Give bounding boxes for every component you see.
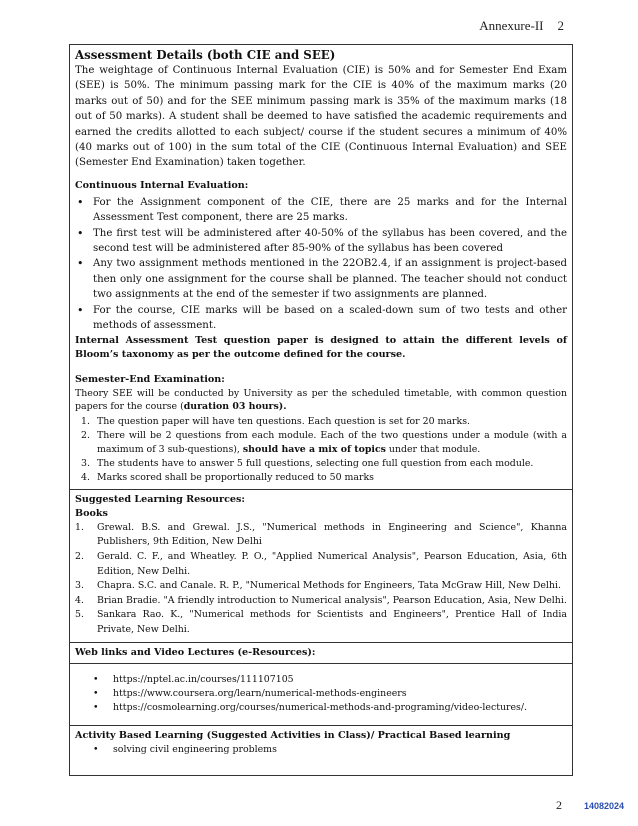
assessment-section	[70, 45, 572, 490]
item-text: Marks scored shall be proportionally reduced to 50 marks	[97, 471, 374, 483]
list-item	[75, 608, 567, 637]
assessment-intro: The weightage of Continuous Internal Evaluation (CIE) is 50% and for Semester End Exam (SEE) is 50%. The minimum passing mark for the CIE is 40% of the maximum marks (20 marks out of 50) and for the SEE minimum passing mark is 35% of the maximum marks (18 out of 50 marks). A student shall be deemed to have satisfied the academic requirements and earned the credits allotted to each subject/ course if the student secures a minimum of 40% (40 marks out of 100) in the sum total of the CIE (Continuous Internal Evaluation) and SEE (Semester End Examination) taken together.	[75, 65, 567, 169]
weblinks-heading-row	[70, 643, 572, 664]
see-list	[75, 415, 567, 485]
activity-list	[75, 743, 567, 757]
item-number: 1.	[81, 415, 90, 427]
book-citation: Grewal. B.S. and Grewal. J.S., "Numerical methods in Engineering and Science", Khanna Publishers, 9th Edition, New Delhi	[97, 521, 567, 548]
list-item	[75, 594, 567, 609]
list-item: • Any two assignment methods mentioned in the 22OB2.4, if an assignment is project-based then only one assignment for the course shall be planned. The teacher should not conduct two assignments at the end of the semester if two assignments are planned.	[75, 256, 567, 302]
list-item: • For the course, CIE marks will be based on a scaled-down sum of two tests and other methods of assessment.	[75, 303, 567, 334]
assessment-title: Assessment Details (both CIE and SEE)	[75, 48, 336, 62]
item-number: 1.	[75, 521, 84, 533]
book-citation: Sankara Rao. K., "Numerical methods for Scientists and Engineers", Prentice Hall of India Private, New Delhi.	[97, 609, 567, 636]
item-number: 5.	[75, 609, 84, 621]
iat-note: Internal Assessment Test question paper is designed to attain the different levels of Bloom’s taxonomy as per the outcome defined for the course.	[75, 334, 567, 361]
see-intro-text: Theory SEE will be conducted by University as per the scheduled timetable, with common question papers for the course (	[75, 387, 567, 413]
book-citation: Brian Bradie. "A friendly introduction to Numerical analysis", Pearson Education, Asia, New Delhi.	[97, 594, 567, 606]
list-item	[75, 429, 567, 457]
see-duration: duration 03 hours).	[183, 401, 287, 413]
weblink[interactable]: • https://cosmolearning.org/courses/numerical-methods-and-programing/video-lectures/.	[75, 701, 567, 715]
activity-section	[70, 726, 572, 775]
item-number: 2.	[81, 429, 90, 441]
item-number: 3.	[75, 580, 84, 592]
item-number: 4.	[75, 594, 84, 606]
see-heading: Semester-End Examination:	[75, 373, 225, 385]
weblinks-title: Web links and Video Lectures (e-Resources):	[75, 646, 316, 658]
list-item	[75, 457, 567, 471]
weblink[interactable]: • https://nptel.ac.in/courses/111107105	[75, 673, 567, 687]
item-text-tail: under that module.	[385, 443, 481, 455]
weblink[interactable]: • https://www.coursera.org/learn/numerical-methods-engineers	[75, 687, 567, 701]
item-number: 4.	[81, 471, 90, 483]
document-code: 14082024	[584, 801, 625, 811]
list-item	[75, 521, 567, 550]
list-item	[75, 550, 567, 579]
item-text: The students have to answer 5 full questions, selecting one full question from each module.	[97, 457, 534, 469]
item-number: 3.	[81, 457, 90, 469]
see-intro	[75, 387, 567, 414]
book-citation: Chapra. S.C. and Canale. R. P., "Numerical Methods for Engineers, Tata McGraw Hill, New Delhi.	[97, 580, 561, 592]
cie-list	[75, 195, 567, 334]
item-number: 2.	[75, 551, 84, 563]
list-item: • solving civil engineering problems	[75, 743, 567, 757]
list-item: • The first test will be administered after 40-50% of the syllabus has been covered, and the second test will be administered after 85-90% of the syllabus has been covered	[75, 226, 567, 257]
item-text: The question paper will have ten questions. Each question is set for 20 marks.	[97, 415, 470, 427]
content-table	[69, 44, 573, 776]
activity-title: Activity Based Learning (Suggested Activities in Class)/ Practical Based learning	[75, 730, 511, 742]
item-text: There will be 2 questions from each module. Each of the two questions under a module (with a maximum of 3 sub-questions),	[97, 429, 567, 455]
books-label: Books	[75, 507, 108, 519]
weblinks-section	[70, 664, 572, 727]
item-text-bold: should have a mix of topics	[242, 443, 386, 455]
cie-heading: Continuous Internal Evaluation:	[75, 179, 249, 191]
resources-section	[70, 490, 572, 643]
books-list	[75, 521, 567, 638]
list-item: • For the Assignment component of the CIE, there are 25 marks and for the Internal Assessment Test component, there are 25 marks.	[75, 195, 567, 226]
list-item	[75, 415, 567, 429]
book-citation: Gerald. C. F., and Wheatley. P. O., "Applied Numerical Analysis", Pearson Education, Asia, 6th Edition, New Delhi.	[97, 551, 567, 577]
list-item	[75, 579, 567, 594]
weblinks-list	[75, 673, 567, 716]
header-page-number: 2	[557, 18, 564, 33]
resources-title: Suggested Learning Resources:	[75, 493, 245, 505]
annexure-label: Annexure-II	[479, 18, 544, 33]
list-item	[75, 471, 567, 485]
page-header	[479, 18, 564, 34]
footer-page-number: 2	[556, 798, 562, 812]
